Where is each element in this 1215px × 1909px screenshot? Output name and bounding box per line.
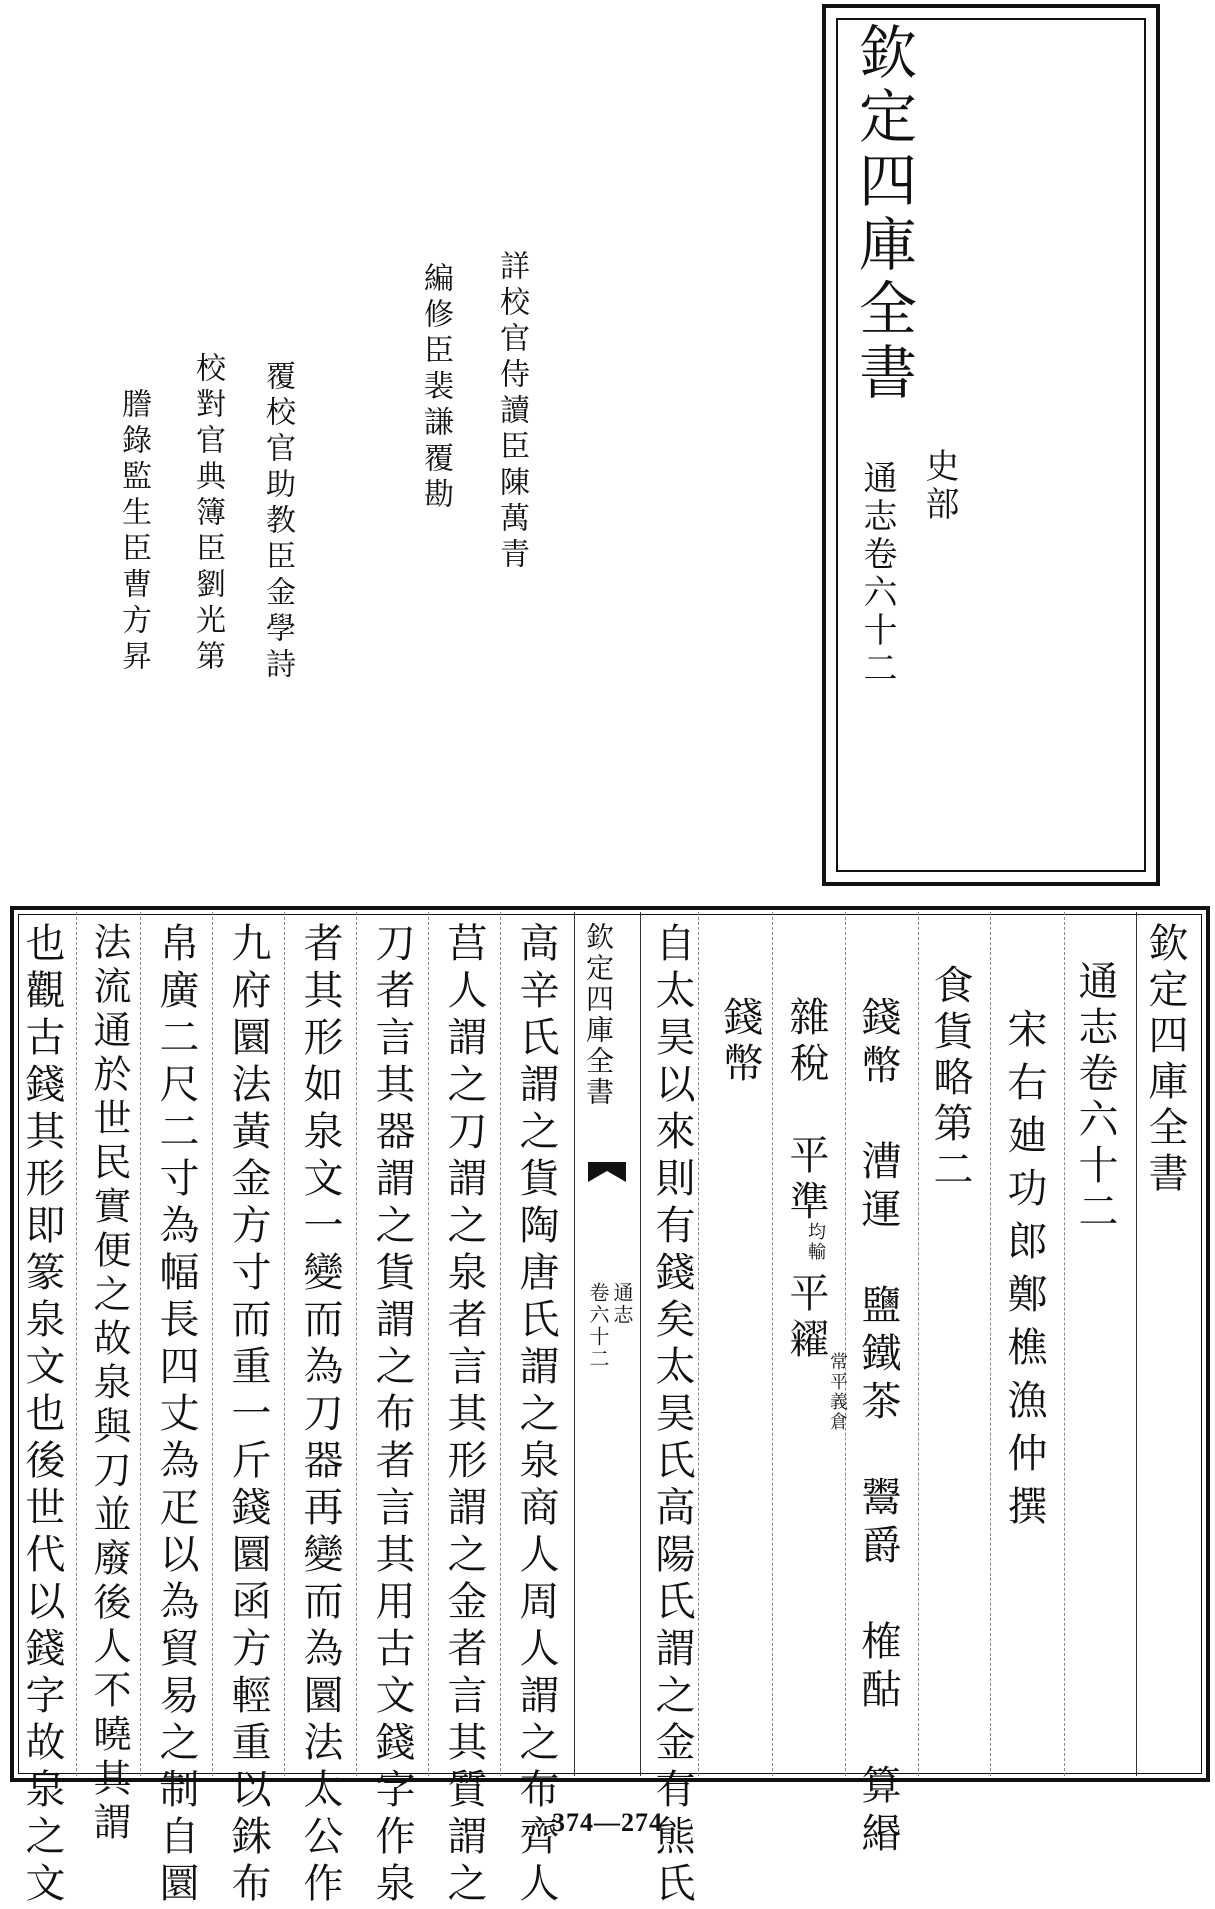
volume-label: 通志卷六十二: [857, 460, 897, 688]
credit-collator: 校對官典簿臣劉光第: [190, 352, 225, 676]
contents-line-2: 雜稅 平準: [783, 996, 829, 1226]
column-rule: [500, 912, 501, 1776]
column-rule: [845, 912, 846, 1776]
gutter-rule-left: [574, 912, 575, 1776]
contents-note-changping: 常平義倉: [827, 1352, 848, 1432]
text-column: 也觀古錢其形即篆泉文也後世代以錢字故泉之文: [19, 922, 65, 1909]
contents-line-2b: 平糴: [783, 1272, 829, 1364]
column-rule: [140, 912, 141, 1776]
text-column: 刀者言其器謂之貨謂之布者言其用古文錢字作泉: [369, 922, 415, 1909]
credit-compiler: 編修臣裴謙覆勘: [418, 262, 453, 514]
credit-reviewer: 覆校官助教臣金學詩: [260, 360, 295, 684]
text-column: 高辛氏謂之貨陶唐氏謂之泉商人周人謂之布齊人: [513, 922, 559, 1909]
column-rule: [356, 912, 357, 1776]
column-rule: [1136, 912, 1137, 1776]
column-rule: [918, 912, 919, 1776]
gutter-book: 通志: [610, 1282, 634, 1326]
column-rule: [76, 912, 77, 1776]
page-volume: 通志卷六十二: [1072, 960, 1118, 1236]
section-label: 史部: [919, 448, 959, 524]
column-rule: [212, 912, 213, 1776]
text-column: 帛廣二尺二寸為幅長四丈為疋以為貿易之制自圜: [153, 922, 199, 1909]
text-column: 法流通於世民實便之故泉與刀並廢後人不曉其謂: [87, 922, 131, 1846]
gutter-title: 欽定四庫全書: [582, 922, 615, 1108]
text-column: 莒人謂之刀謂之泉者言其形謂之金者言其質謂之: [441, 922, 487, 1909]
gutter-rule-right: [640, 912, 641, 1776]
text-column: 九府圜法黃金方寸而重一斤錢圜函方輕重以銖布: [225, 922, 271, 1909]
gutter-juan: 卷六十二: [586, 1282, 610, 1370]
collection-title: 欽定四庫全書: [849, 22, 917, 406]
column-rule: [990, 912, 991, 1776]
credit-copyist: 謄錄監生臣曹方昇: [116, 388, 151, 676]
page-chapter: 食貨略第二: [927, 964, 973, 1194]
column-rule: [428, 912, 429, 1776]
page-number: 374—274: [552, 1808, 663, 1837]
contents-note-junshu: 均輸: [805, 1222, 826, 1262]
credit-proofreader: 詳校官侍讀臣陳萬青: [494, 250, 529, 574]
text-column: 者其形如泉文一變而為刀器再變而為圜法太公作: [297, 922, 343, 1909]
page-header-title: 欽定四庫全書: [1142, 922, 1188, 1198]
text-column: 自太昊以來則有錢矣太昊氏高陽氏謂之金有熊氏: [649, 922, 695, 1909]
column-rule: [284, 912, 285, 1776]
column-rule: [1064, 912, 1065, 1776]
column-rule: [698, 912, 699, 1776]
section-heading: 錢幣: [717, 996, 763, 1088]
contents-line-1: 錢幣 漕運 鹽鐵茶 鬻爵 榷酤 算緡: [855, 996, 901, 1860]
column-rule: [772, 912, 773, 1776]
page-author: 宋右廸功郎鄭樵漁仲撰: [1001, 1008, 1047, 1538]
